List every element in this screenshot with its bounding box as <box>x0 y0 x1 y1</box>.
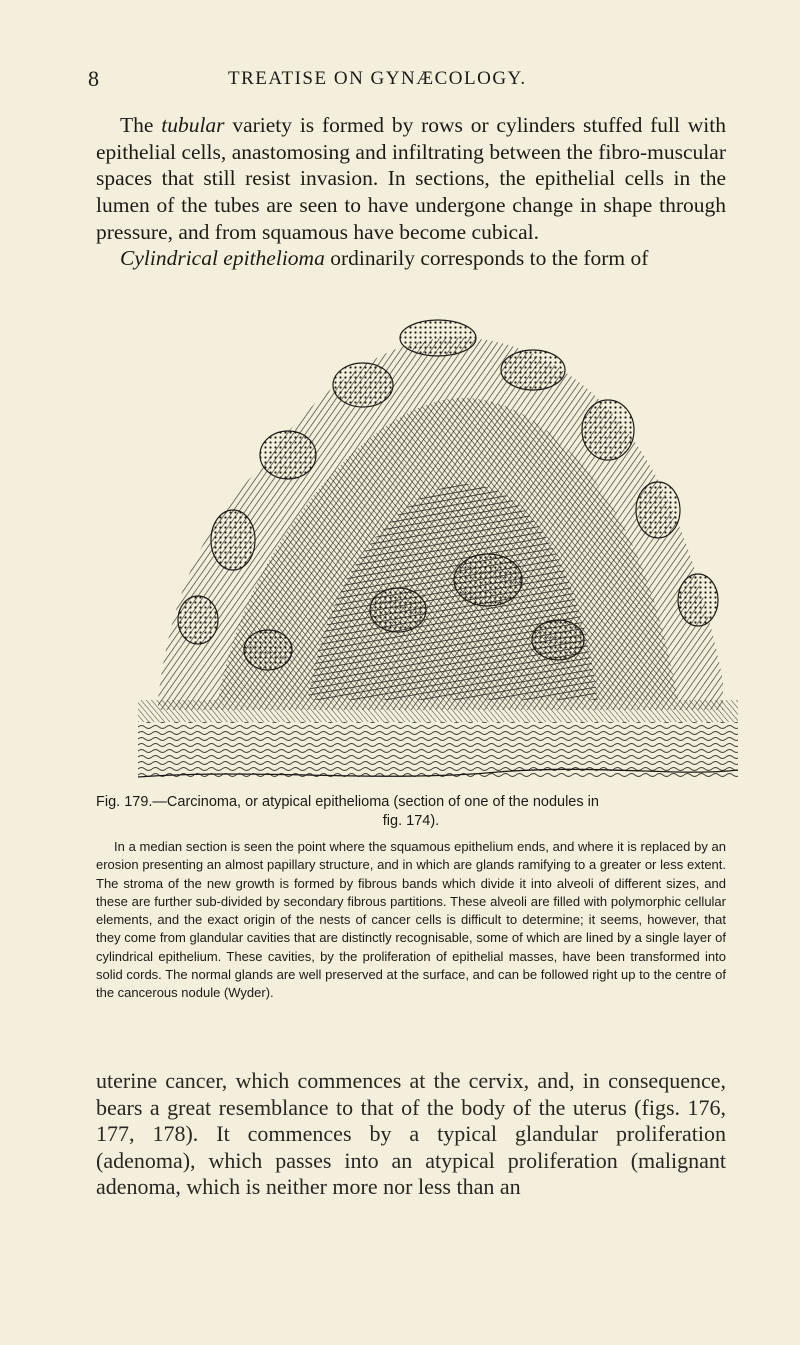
paragraph-text: variety is formed by rows or cylinders stuffed full with epithelial cells, anastomosing and infiltrating between the fibro-muscular spaces that still resist invasion. In sections, the epithelial cells in the lumen of the tubes are seen to have undergone change in shape through pressure, and from squamous have become cubical. <box>96 113 726 244</box>
surface-epithelium <box>138 700 738 722</box>
page-number: 8 <box>88 66 100 91</box>
carcinoma-section-figure <box>138 280 738 790</box>
figure-caption-title <box>96 793 726 831</box>
paragraph-uterine-cancer: uterine cancer, which commences at the cervix, and, in consequence, bears a great resemblance to that of the body of the uterus (figs. 176, 177, 178). It commences by a typical glandular proliferation (adenoma), which passes into an atypical proliferation (malignant adenoma, which is neither more nor less than an <box>96 1068 726 1199</box>
italic-term-cylindrical: Cylindrical epithelioma <box>120 246 325 270</box>
figure-caption-body: In a median section is seen the point where the squamous epithelium ends, and where it is replaced by an erosion presenting an almost papillary structure, and in which are glands ramifying to a greater or less extent. The stroma of the new growth is formed by fibrous bands which divide it into alveoli of different sizes, and these are further sub-divided by secondary fibrous partitions. These alveoli are filled with polymorphic cellular elements, and the exact origin of the nests of cancer cells is difficult to determine; it seems, however, that they come from glandular cavities that are distinctly recognisable, some of which are lined by a single layer of cylindrical epithelium. These cavities, by the proliferation of epithelial masses, have been transformed into solid cords. The normal glands are well preserved at the surface, and can be followed right up to the centre of the cancerous nodule (Wyder). <box>96 839 726 1001</box>
underlying-stroma <box>138 722 738 777</box>
paragraph-text: ordinarily corresponds to the form of <box>324 246 649 270</box>
intro-text: The <box>120 113 162 137</box>
running-title: TREATISE ON GYNÆCOLOGY. <box>228 68 527 89</box>
caption-title-line: Fig. 179.—Carcinoma, or atypical epithelioma (section of one of the nodules in <box>96 794 599 810</box>
caption-figure-reference: fig. 174). <box>382 813 440 829</box>
paragraph-cylindrical-epithelioma <box>96 245 726 272</box>
paragraph-tubular-variety <box>96 112 726 246</box>
running-head <box>88 66 728 96</box>
italic-term-tubular: tubular <box>161 113 225 137</box>
